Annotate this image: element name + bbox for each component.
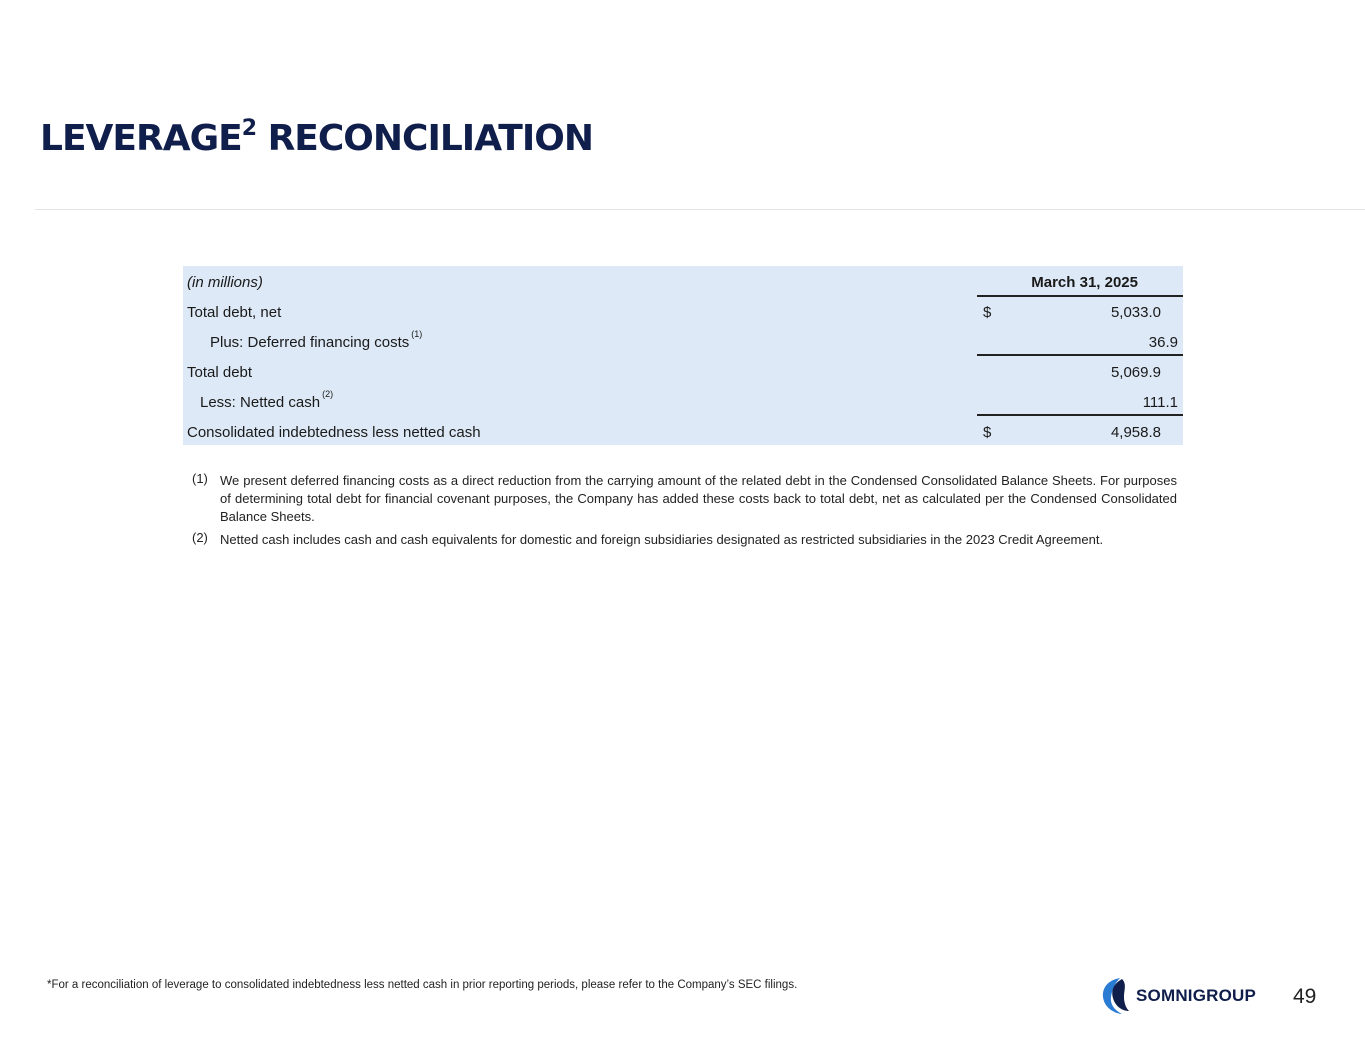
footnote-text: Netted cash includes cash and cash equivalents for domestic and foreign subsidiaries designated as restricted subsidiaries in the 2023 Credit Agreement.: [220, 532, 1104, 547]
currency-symbol: $: [983, 424, 992, 441]
row-label: Consolidated indebtedness less netted cash: [187, 424, 481, 441]
row-value: 111.1: [1142, 394, 1178, 411]
somnigroup-logo-icon: [1100, 976, 1132, 1016]
row-label: Plus: Deferred financing costs $^{(1)}$: [210, 329, 423, 351]
title-divider: [35, 209, 1365, 210]
row-value: 4,958.8: [1110, 424, 1161, 441]
table-row: [183, 418, 1183, 447]
row-value: 5,033.0: [1110, 304, 1161, 321]
row-label: Total debt: [187, 364, 253, 381]
page-title: [40, 118, 593, 159]
title-superscript: 2: [241, 116, 257, 141]
table-row: [183, 298, 1183, 327]
title-rest: RECONCILIATION: [267, 118, 593, 159]
footnote-text: We present deferred financing costs as a direct reduction from the carrying amount of the related debt in the Condensed Consolidated Balance Sheets. For purposes of determining total debt for financial covenant purposes, the Company has added these costs back to total debt, net as calculated per the Condensed Consolidated Balance Sheets.: [220, 473, 1177, 524]
currency-symbol: $: [983, 304, 992, 321]
total-rule: [977, 414, 1183, 416]
table-row: [183, 358, 1183, 387]
row-label: Less: Netted cash $^{(2)}$: [200, 389, 334, 411]
footnote-ref: (2): [322, 389, 334, 399]
table-row: [183, 328, 1183, 357]
row-value: 5,069.9: [1110, 364, 1161, 381]
footnote-marker: (2): [192, 530, 208, 545]
subtotal-rule: [977, 354, 1183, 356]
row-value: 36.9: [1148, 334, 1178, 351]
footnotes: [192, 472, 1177, 554]
footnote-marker: (1): [192, 471, 208, 486]
column-header: March 31, 2025: [1031, 274, 1138, 291]
bottom-disclaimer: *For a reconciliation of leverage to consolidated indebtedness less netted cash in prior reporting periods, please refer to the Company’s SEC filings.: [47, 979, 798, 991]
footnote-2: [192, 531, 1177, 549]
table-row: [183, 388, 1183, 417]
row-label: Total debt, net: [187, 304, 282, 321]
title-main: LEVERAGE: [40, 118, 242, 159]
unit-label: (in millions): [187, 274, 263, 291]
company-logo: [1100, 976, 1256, 1016]
footnote-1: [192, 472, 1177, 526]
header-underline: [977, 295, 1183, 297]
footnote-ref: (1): [411, 329, 423, 339]
page-number: 49: [1293, 985, 1317, 1008]
reconciliation-table: [183, 266, 1183, 445]
table-header-row: [183, 268, 1183, 297]
logo-text: SOMNIGROUP: [1136, 986, 1257, 1005]
